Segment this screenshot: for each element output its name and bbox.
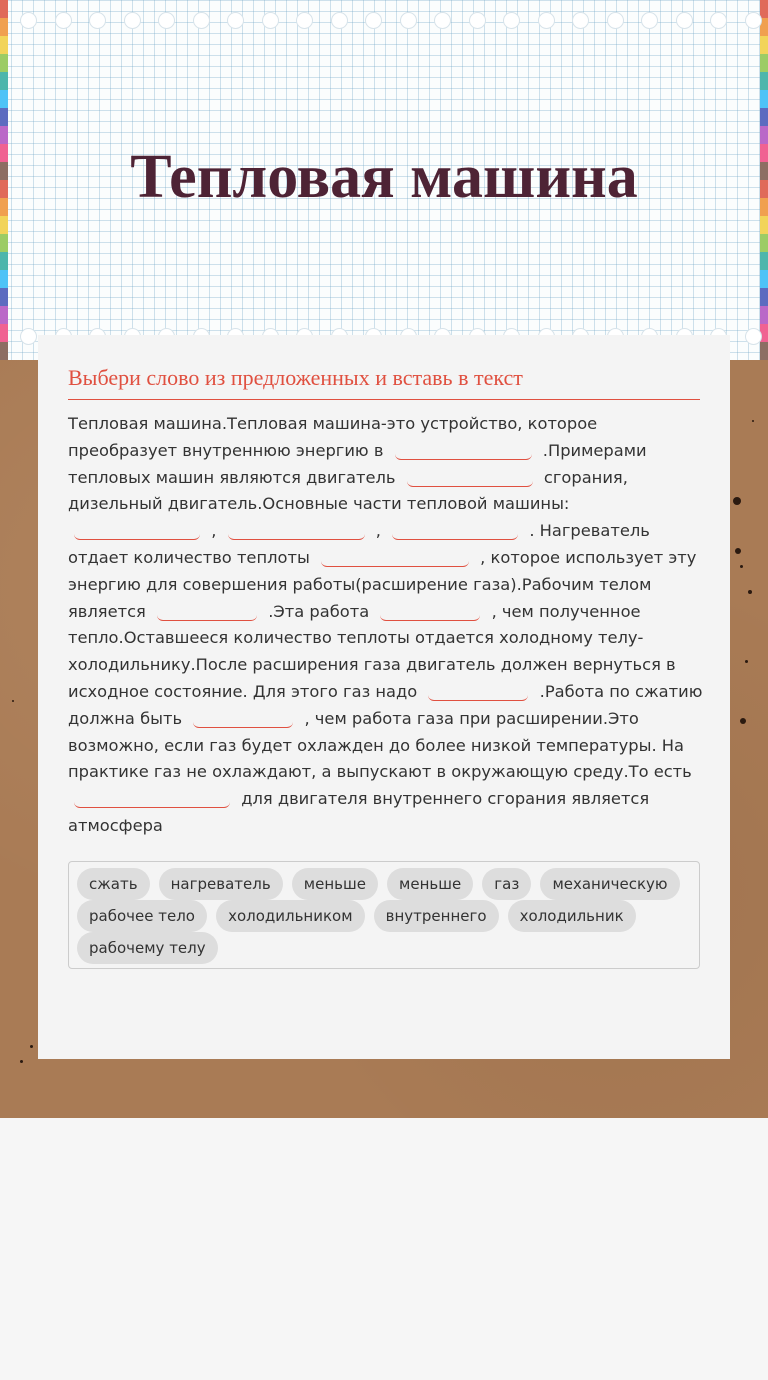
word-chip[interactable]: рабочему телу <box>77 932 218 964</box>
word-chip[interactable]: нагреватель <box>159 868 283 900</box>
cardboard-speck <box>745 660 748 663</box>
word-chip[interactable]: рабочее тело <box>77 900 207 932</box>
worksheet-card <box>38 335 730 1059</box>
notebook-hole <box>745 12 762 29</box>
blank-slot-2[interactable] <box>407 470 533 487</box>
fill-in-text <box>68 411 703 840</box>
text-segment: Тепловая машина.Тепловая машина-это устройство, которое преобразует внутреннюю энергию в <box>68 414 598 460</box>
notebook-hole <box>641 12 658 29</box>
blank-slot-3[interactable] <box>74 523 200 540</box>
text-segment: . Нагреватель отдает количество теплоты <box>68 521 650 567</box>
word-chip[interactable]: внутреннего <box>374 900 499 932</box>
blank-slot-10[interactable] <box>193 711 293 728</box>
text-segment: , которое использует эту энергию для совершения работы(расширение газа).Рабочим телом является <box>68 547 697 621</box>
notebook-hole <box>20 328 37 345</box>
notebook-hole <box>89 12 106 29</box>
notebook-hole <box>124 12 141 29</box>
notebook-hole <box>158 12 175 29</box>
notebook-hole <box>20 12 37 29</box>
word-chip[interactable]: механическую <box>540 868 679 900</box>
page-title: Тепловая машина <box>130 143 638 211</box>
word-bank-row <box>77 868 691 900</box>
notebook-hole <box>572 12 589 29</box>
notebook-hole <box>365 12 382 29</box>
notebook-hole <box>262 12 279 29</box>
word-chip[interactable]: меньше <box>387 868 473 900</box>
cardboard-speck <box>733 497 741 505</box>
text-segment: , чем работа газа при расширении.Это возможно, если газ будет охлажден до более низкой температуры. На практике газ не охлаждают, а выпускают в окружающую среду.То есть <box>68 708 692 782</box>
blank-slot-1[interactable] <box>395 443 532 460</box>
text-segment: , <box>211 521 217 541</box>
word-bank-row <box>77 900 691 932</box>
cardboard-speck <box>735 548 741 554</box>
text-segment: .Примерами тепловых машин являются двигатель <box>68 440 647 487</box>
text-segment: для двигателя внутреннего сгорания является атмосфера <box>68 789 650 835</box>
text-segment: .Работа по сжатию должна быть <box>68 681 703 728</box>
word-bank-row <box>77 932 691 964</box>
blank-slot-9[interactable] <box>428 684 528 701</box>
cardboard-speck <box>20 1060 23 1063</box>
notebook-hole <box>745 328 762 345</box>
notebook-hole <box>710 12 727 29</box>
cardboard-speck <box>752 420 754 422</box>
notebook-hole <box>331 12 348 29</box>
word-chip[interactable]: холодильник <box>508 900 636 932</box>
word-chip[interactable]: холодильником <box>216 900 364 932</box>
word-bank <box>68 861 700 969</box>
notebook-hole <box>400 12 417 29</box>
blank-slot-8[interactable] <box>380 604 480 621</box>
cardboard-speck <box>748 590 752 594</box>
instruction-heading: Выбери слово из предложенных и вставь в текст <box>68 365 700 400</box>
cardboard-speck <box>30 1045 33 1048</box>
cardboard-speck <box>740 718 746 724</box>
notebook-hole <box>503 12 520 29</box>
text-segment: , чем полученное тепло.Оставшееся количество теплоты отдается холодному телу-холодильнику.После расширения газа двигатель должен вернуться в исходное состояние. Для этого газ надо <box>68 601 676 701</box>
notebook-hole <box>607 12 624 29</box>
notebook-hole <box>676 12 693 29</box>
text-segment: , <box>375 521 381 541</box>
word-chip[interactable]: сжать <box>77 868 150 900</box>
notebook-hole <box>55 12 72 29</box>
blank-slot-4[interactable] <box>228 523 365 540</box>
cardboard-speck <box>12 700 14 702</box>
blank-slot-5[interactable] <box>392 523 518 540</box>
notebook-hole <box>193 12 210 29</box>
blank-slot-11[interactable] <box>74 791 230 808</box>
blank-slot-6[interactable] <box>321 550 469 567</box>
notebook-hole <box>538 12 555 29</box>
text-segment: сгорания, дизельный двигатель.Основные части тепловой машины: <box>68 467 628 514</box>
notebook-holes-top <box>20 12 760 32</box>
word-chip[interactable]: меньше <box>292 868 378 900</box>
notebook-hole <box>434 12 451 29</box>
notebook-hole <box>469 12 486 29</box>
cardboard-speck <box>740 565 743 568</box>
word-chip[interactable]: газ <box>482 868 531 900</box>
text-segment: .Эта работа <box>268 601 370 621</box>
notebook-hole <box>296 12 313 29</box>
blank-slot-7[interactable] <box>157 604 257 621</box>
notebook-hole <box>227 12 244 29</box>
header-banner <box>0 0 768 360</box>
